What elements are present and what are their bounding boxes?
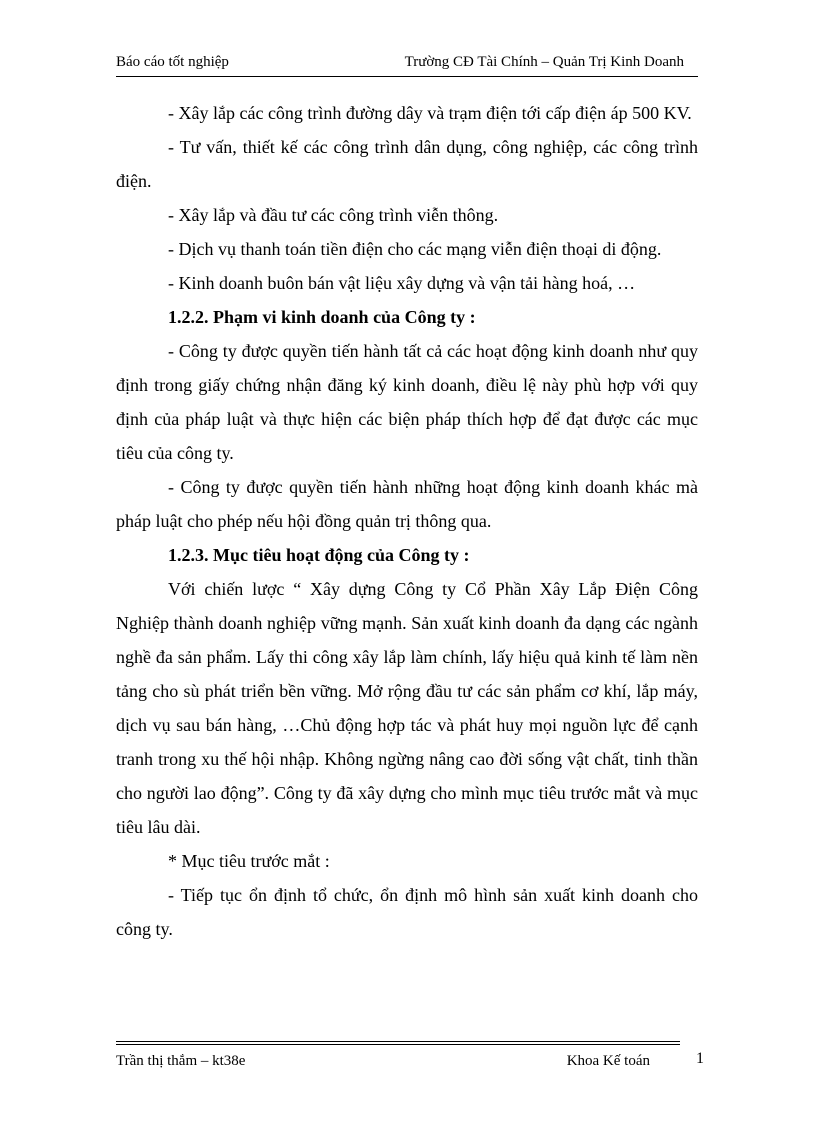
footer-rule-thin (116, 1044, 680, 1045)
paragraph-10: - Tiếp tục ổn định tổ chức, ổn định mô hình sản xuất kinh doanh cho công ty. (116, 885, 698, 939)
document-body (116, 96, 698, 946)
section-heading-1-2-3: 1.2.3. Mục tiêu hoạt động của Công ty : (168, 545, 470, 565)
header-school-name: Trường CĐ Tài Chính – Quản Trị Kinh Doanh (404, 54, 684, 70)
paragraph-9: * Mục tiêu trước mắt : (168, 851, 330, 871)
page-footer (116, 1041, 680, 1081)
paragraph-6: - Công ty được quyền tiến hành tất cả các hoạt động kinh doanh như quy định trong giấy chứng nhận đăng ký kinh doanh, điều lệ này phù hợp với quy định của pháp luật và thực hiện các biện pháp thích hợp để đạt được các mục tiêu của công ty. (116, 341, 698, 463)
footer-rule (116, 1041, 680, 1042)
paragraph-8: Với chiến lược “ Xây dựng Công ty Cổ Phần Xây Lắp Điện Công Nghiệp thành doanh nghiệp vững mạnh. Sản xuất kinh doanh đa dạng các ngành nghề đa sản phẩm. Lấy thi công xây lắp làm chính, lấy hiệu quả kinh tế làm nền tảng cho sù phát triển bền vững. Mở rộng đầu tư các sản phẩm cơ khí, lắp máy, dịch vụ sau bán hàng, …Chủ động hợp tác và phát huy mọi nguồn lực để cạnh tranh trong xu thế hội nhập. Không ngừng nâng cao đời sống vật chất, tinh thần cho người lao động”. Công ty đã xây dựng cho mình mục tiêu trước mắt và mục tiêu lâu dài. (116, 579, 698, 837)
paragraph-4: - Dịch vụ thanh toán tiền điện cho các mạng viễn điện thoại di động. (168, 239, 662, 259)
paragraph-5: - Kinh doanh buôn bán vật liệu xây dựng và vận tải hàng hoá, … (168, 273, 636, 293)
footer-department: Khoa Kế toán (566, 1053, 650, 1069)
footer-author: Trần thị thắm – kt38e (116, 1053, 246, 1069)
header-report-title: Báo cáo tốt nghiệp (116, 54, 229, 70)
paragraph-7: - Công ty được quyền tiến hành những hoạt động kinh doanh khác mà pháp luật cho phép nếu hội đồng quản trị thông qua. (116, 477, 698, 531)
paragraph-1: - Xây lắp các công trình đường dây và trạm điện tới cấp điện áp 500 KV. (168, 103, 692, 123)
paragraph-2: - Tư vấn, thiết kế các công trình dân dụng, công nghiệp, các công trình điện. (116, 137, 698, 191)
page-header (116, 52, 698, 77)
page-number: 1 (696, 1050, 704, 1067)
section-heading-1-2-2: 1.2.2. Phạm vi kinh doanh của Công ty : (168, 307, 476, 327)
paragraph-3: - Xây lắp và đầu tư các công trình viễn thông. (168, 205, 499, 225)
